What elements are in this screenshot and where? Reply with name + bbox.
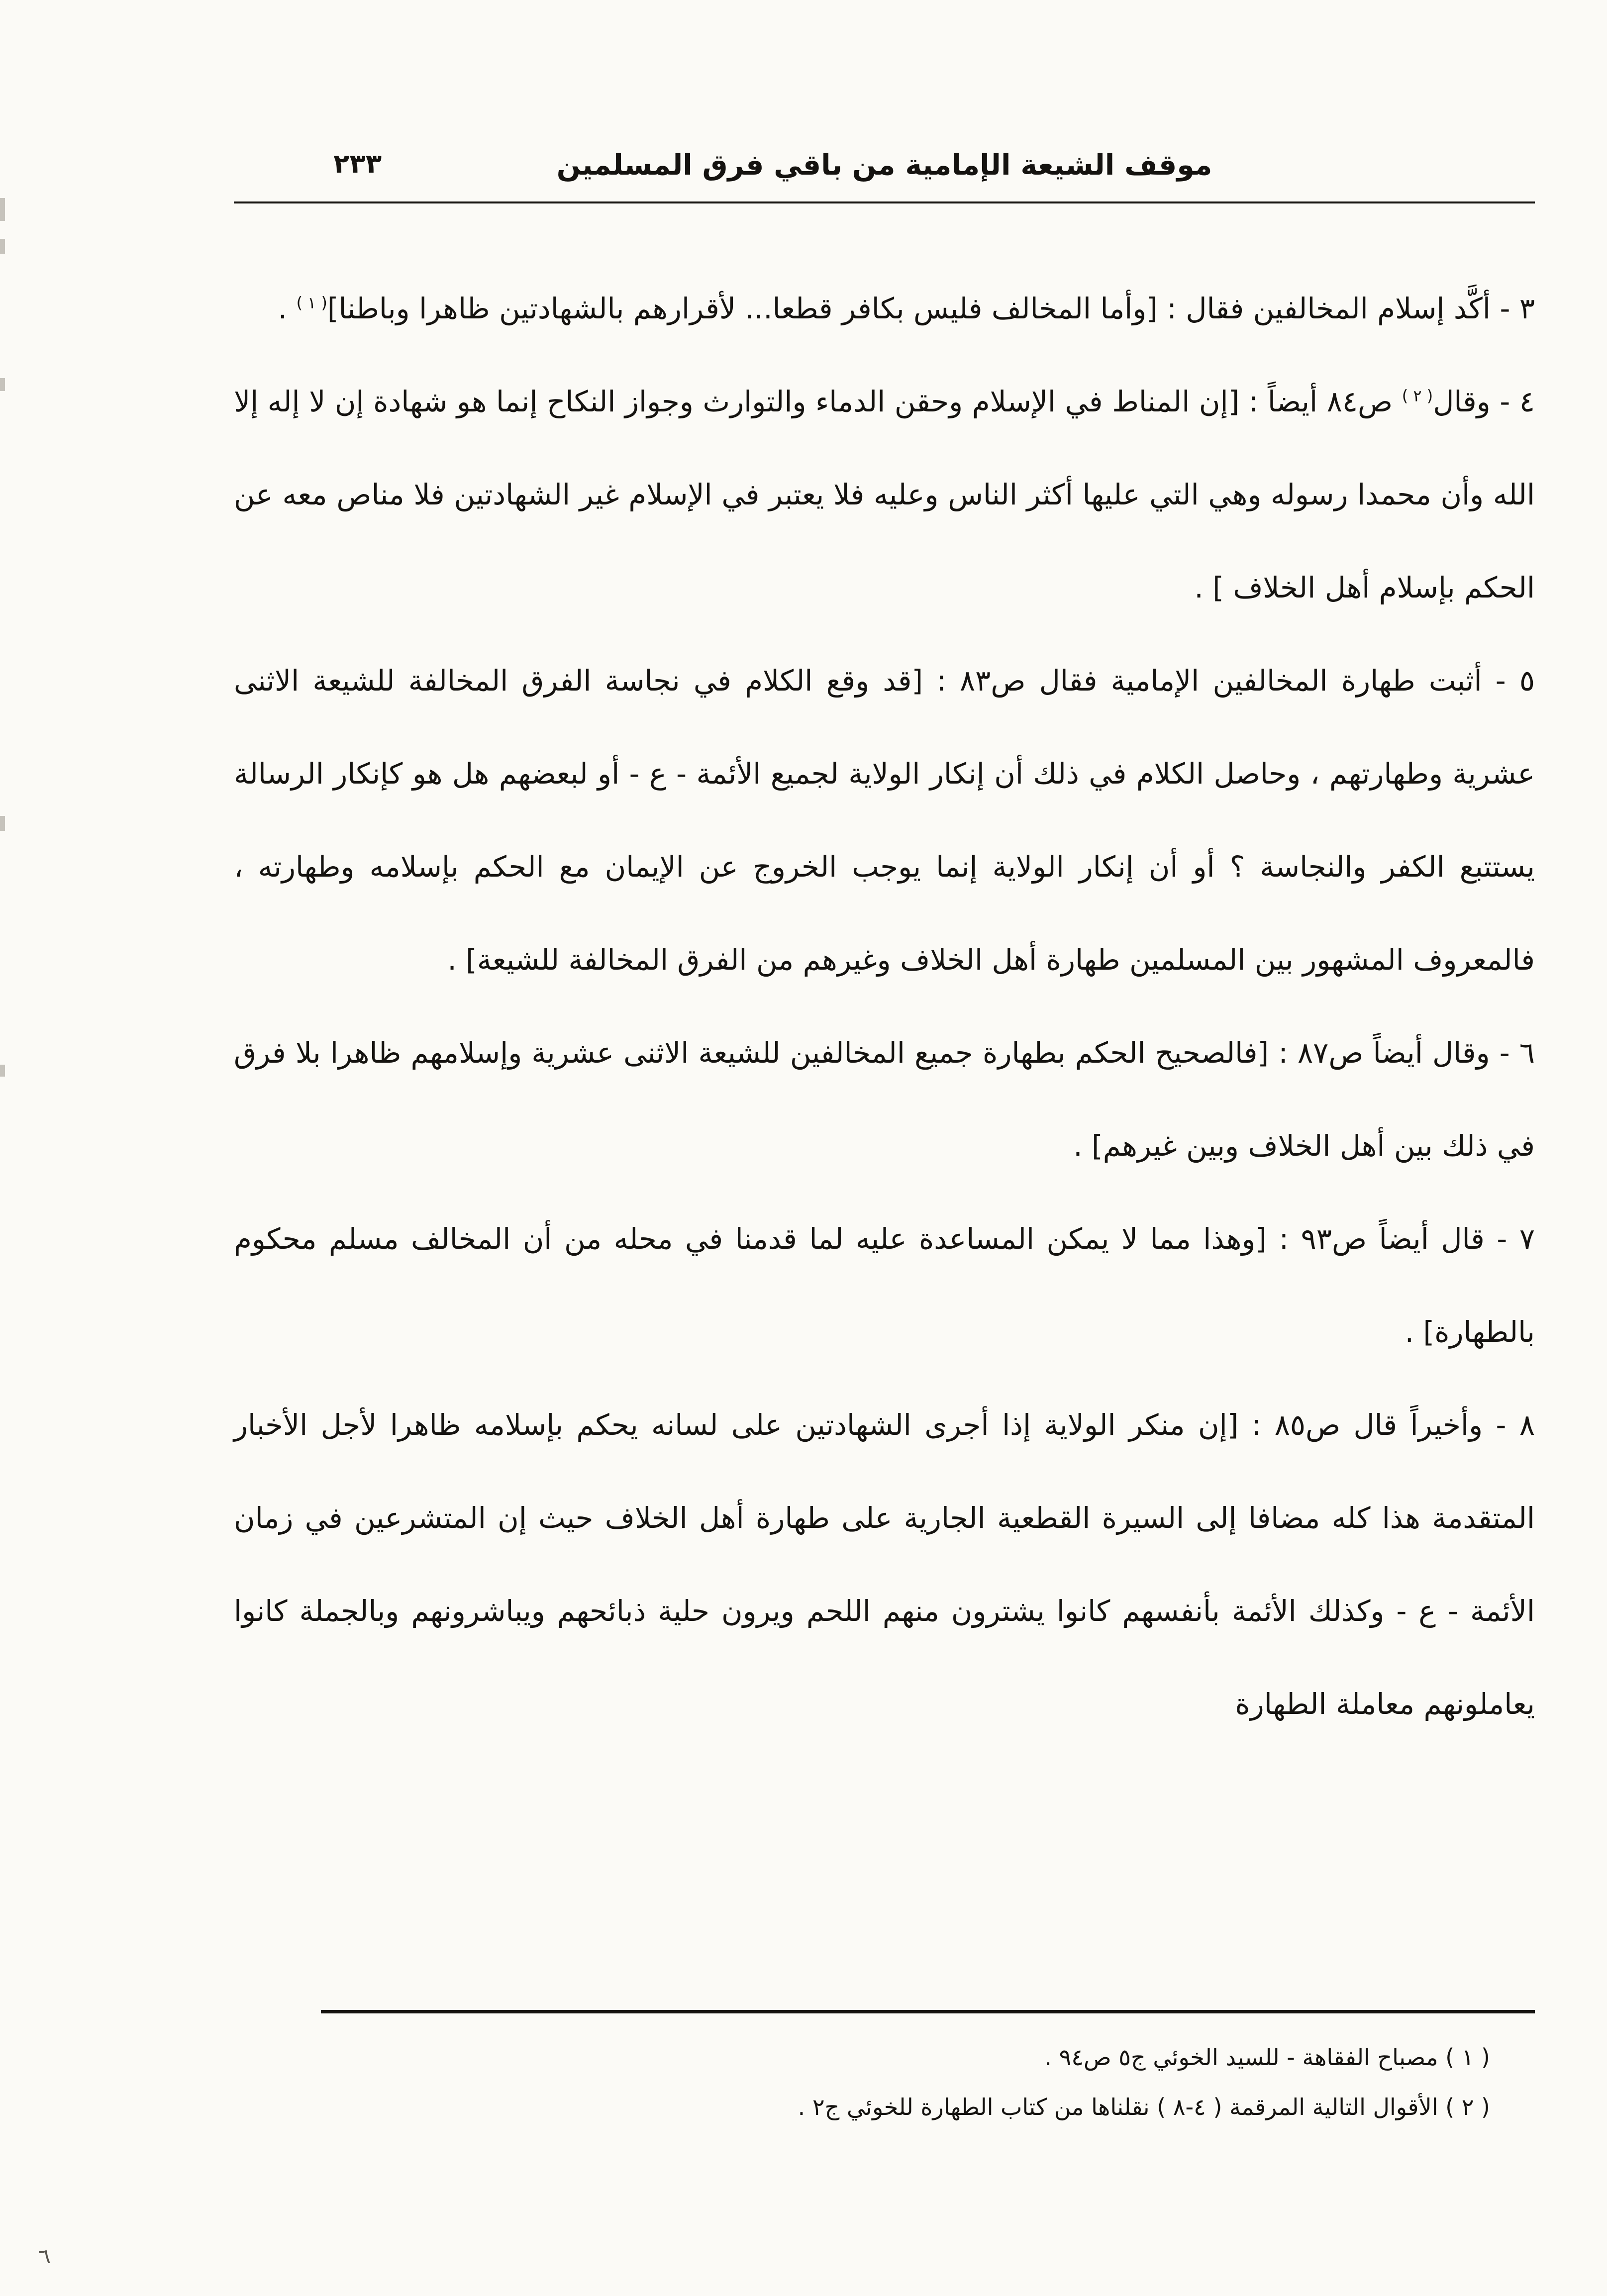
- footnote-ref-2: ( ٢ ): [1402, 386, 1433, 405]
- footnote-separator-rule: [321, 2010, 1535, 2013]
- page-header-title: موقف الشيعة الإمامية من باقي فرق المسلمين: [556, 149, 1212, 182]
- footnote-2: ( ٢ ) الأقوال التالية المرقمة ( ٤-٨ ) نقلناها من كتاب الطهارة للخوئي ج٢ .: [798, 2094, 1490, 2120]
- scan-edge-smudge: [0, 1065, 5, 1077]
- paragraph-text: ص٨٤ أيضاً : [إن المناط في الإسلام وحقن الدماء والتوارث وجواز النكاح إنما هو شهادة إن لا إله إلا الله وأن محمدا رسوله وهي التي عليها أكثر الناس وعليه فلا يعتبر في الإسلام غير الشهادتين فلا مناص معه عن الحكم بإسلام أهل الخلاف ] .: [234, 385, 1535, 604]
- scan-edge-smudge: [0, 378, 5, 391]
- paragraph-text: ٣ - أكَّد إسلام المخالفين فقال : [وأما المخالف فليس بكافر قطعا... لأقرارهم بالشهادتين ظاهرا وباطنا]: [327, 292, 1535, 325]
- scan-edge-smudge: [0, 239, 5, 254]
- page-number: ٢٣٣: [333, 149, 382, 179]
- paragraph-item-3: [234, 262, 1535, 355]
- paragraph-item-6: ٦ - وقال أيضاً ص٨٧ : [فالصحيح الحكم بطهارة جميع المخالفين للشيعة الاثنى عشرية وإسلامهم ظاهرا بلا فرق في ذلك بين أهل الخلاف وبين غيرهم] .: [234, 1036, 1535, 1163]
- footnotes: [234, 2013, 1535, 2132]
- paragraph-text: .: [278, 292, 297, 325]
- paragraph-item-4: [234, 355, 1535, 634]
- page-header: [234, 147, 1535, 203]
- scan-edge-smudge: [0, 198, 5, 221]
- paragraph-item-8: ٨ - وأخيراً قال ص٨٥ : [إن منكر الولاية إذا أجرى الشهادتين على لسانه يحكم بإسلامه ظاهرا لأجل الأخبار المتقدمة هذا كله مضافا إلى السيرة القطعية الجارية على طهارة أهل الخلاف حيث إن المتشرعين في زمان الأئمة - ع - وكذلك الأئمة بأنفسهم كانوا يشترون منهم اللحم ويرون حلية ذبائحهم ويباشرونهم وبالجملة كانوا يعاملونهم معاملة الطهارة: [234, 1408, 1535, 1721]
- margin-scan-artifact: ٦: [37, 2243, 52, 2270]
- paragraph-item-7: ٧ - قال أيضاً ص٩٣ : [وهذا مما لا يمكن المساعدة عليه لما قدمنا في محله من أن المخالف مسلم محكوم بالطهارة] .: [234, 1222, 1535, 1349]
- footnote-1: ( ١ ) مصباح الفقاهة - للسيد الخوئي ج٥ ص٩٤ .: [1044, 2044, 1490, 2071]
- footnotes-section: [234, 2010, 1535, 2132]
- body-text: [234, 262, 1535, 1751]
- footnote-ref-1: ( ١ ): [296, 293, 327, 312]
- paragraph-item-5: ٥ - أثبت طهارة المخالفين الإمامية فقال ص٨٣ : [قد وقع الكلام في نجاسة الفرق المخالفة للشيعة الاثنى عشرية وطهارتهم ، وحاصل الكلام في ذلك أن إنكار الولاية لجميع الأئمة - ع - أو لبعضهم هل هو كإنكار الرسالة يستتبع الكفر والنجاسة ؟ أو أن إنكار الولاية إنما يوجب الخروج عن الإيمان مع الحكم بإسلامه وطهارته ، فالمعروف المشهور بين المسلمين طهارة أهل الخلاف وغيرهم من الفرق المخالفة للشيعة] .: [234, 664, 1535, 977]
- paragraph-text: ٤ - وقال: [1433, 385, 1535, 418]
- scan-edge-smudge: [0, 816, 5, 831]
